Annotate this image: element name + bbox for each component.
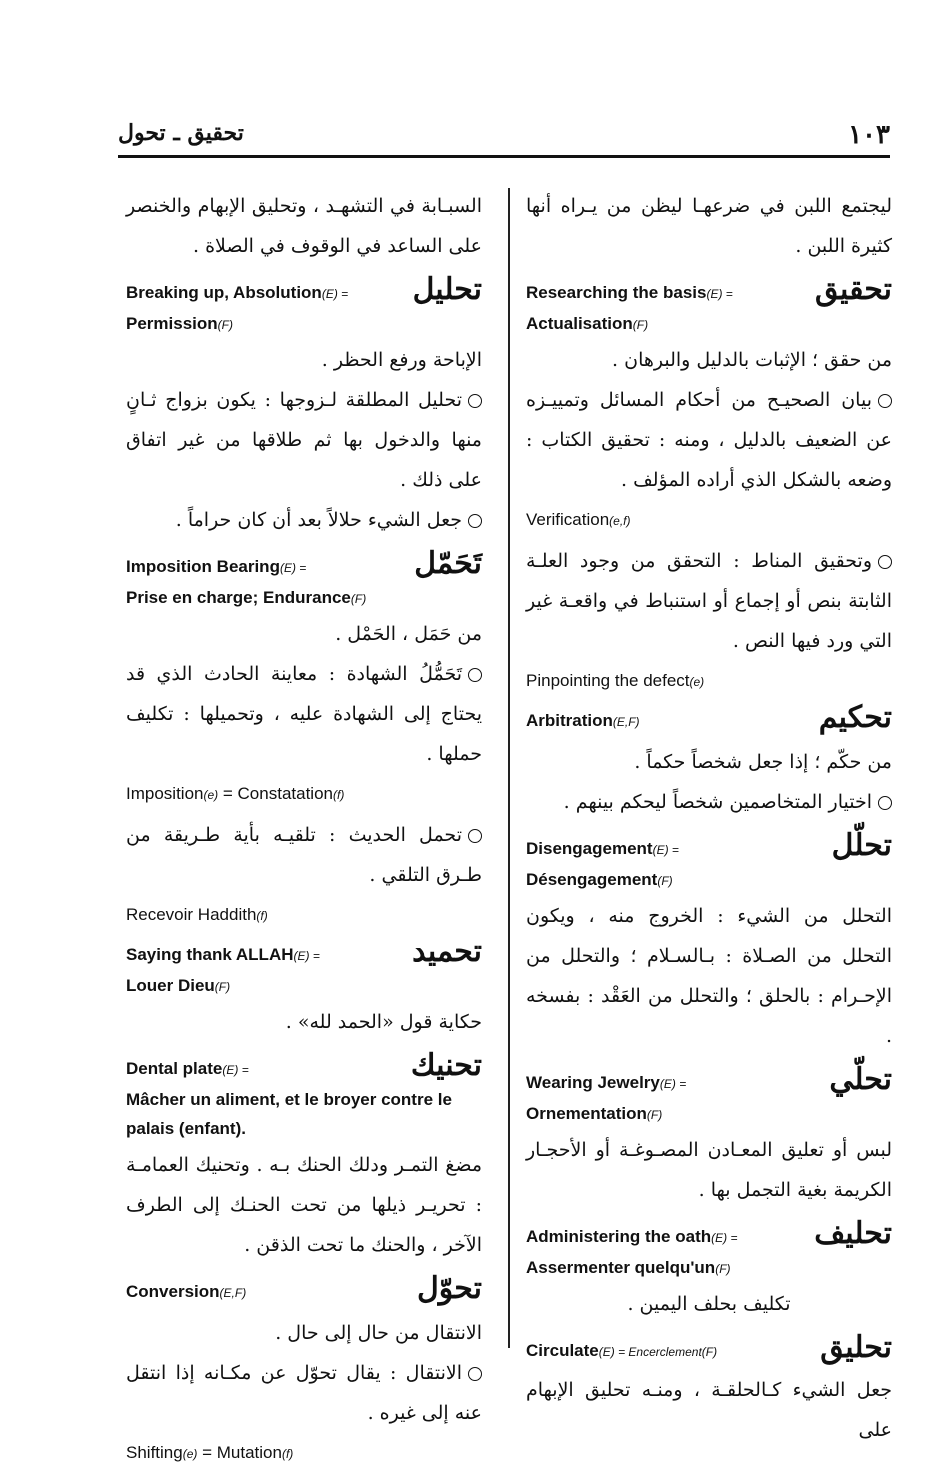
running-title: تحقيق ـ تحول: [118, 120, 244, 146]
definition: جعل الشيء كـالحلقـة ، ومنـه تحليق الإبهام على: [526, 1379, 892, 1441]
english-equivalent: Arbitration(E,F): [526, 711, 640, 730]
entry-tahqiq: [526, 272, 892, 340]
translation-note: Shifting(e) = Mutation(f): [126, 1443, 294, 1462]
definition: بيان الصحيـح من أحكام المسائل وتمييـزه عن الضعيف بالدليل ، ومنه : تحقيق الكتاب : وضعه بالشكل الذي أراده المؤلف .: [526, 389, 892, 491]
translation-note: Recevoir Haddith(f): [126, 905, 268, 924]
headword: تحليق: [820, 1330, 892, 1365]
entry-tahallul: [526, 828, 892, 896]
definition: الانتقال : يقال تحوّل عن مكـانه إذا انتقل عنه إلى غيره .: [126, 1362, 482, 1424]
definition: مضغ التمـر ودلك الحنك بـه . وتحنيك العمامـة : تحريـر ذيلها من تحت الحنـك إلى الطرف الآخر ، والحنك ما تحت الذقن .: [126, 1154, 482, 1256]
definition: من حكّم ؛ إذا جعل شخصاً حكماً .: [634, 751, 892, 773]
entry-tahawwul: [126, 1271, 482, 1313]
entry-tahlif: [526, 1216, 892, 1284]
definition: تَحَمُّلُ الشهادة : معاينة الحادث الذي قد يحتاج إلى الشهادة عليه ، وتحميلها : تكليف حملها .: [126, 663, 482, 765]
translation-note: Pinpointing the defect(e): [526, 671, 705, 690]
headword: تحلّل: [831, 828, 892, 863]
definition: من حقق ؛ الإثبات بالدليل والبرهان .: [612, 349, 892, 371]
bullet-icon: [878, 555, 892, 569]
definition: جعل الشيء حلالاً بعد أن كان حراماً .: [126, 500, 482, 540]
english-equivalent: Imposition Bearing(E) = Prise en charge; Endurance(F): [126, 557, 367, 607]
continuation-text: السبـابة في التشهـد ، وتحليق الإبهام والخنصر على الساعد في الوقوف في الصلاة .: [126, 195, 482, 257]
bullet-icon: [878, 796, 892, 810]
headword: تَحَمّل: [414, 546, 482, 581]
header-rule: [118, 155, 890, 158]
bullet-icon: [468, 394, 482, 408]
entry-tahliq: [526, 1330, 892, 1370]
definition: التحلل من الشيء : الخروج منه ، ويكون التحلل من الصـلاة : بـالسـلام ؛ والتحلل من الإحـرام : بالحلق ؛ والتحلل من العَقْد : بفسخه .: [526, 905, 892, 1047]
bullet-icon: [468, 668, 482, 682]
english-equivalent: Saying thank ALLAH(E) = Louer Dieu(F): [126, 945, 320, 995]
entry-tahmid: [126, 934, 482, 1002]
headword: تحقيق: [815, 272, 892, 307]
page-header: [118, 120, 890, 154]
definition: من حَمَل ، الحَمْل .: [335, 623, 482, 645]
headword: تحنيك: [410, 1048, 482, 1083]
definition: اختيار المتخاصمين شخصاً ليحكم بينهم .: [526, 782, 892, 822]
headword: تحلّي: [829, 1062, 892, 1097]
translation-note: Imposition(e) = Constatation(f): [126, 784, 345, 803]
translation-note: Verification(e,f): [526, 510, 631, 529]
definition: تحمل الحديث : تلقيـه بأية طـريقة من طـرق التلقي .: [126, 824, 482, 886]
left-column: [126, 186, 482, 1474]
column-divider: [508, 188, 510, 1348]
entry-tahnik: [126, 1048, 482, 1145]
entry-tahlil: [126, 272, 482, 340]
english-equivalent: Administering the oath(E) = Assermenter quelqu'un(F): [526, 1227, 738, 1277]
page-number: ١٠٣: [848, 120, 890, 150]
definition: حكاية قول «الحمد لله» .: [285, 1011, 482, 1033]
english-equivalent: Wearing Jewelry(E) = Ornementation(F): [526, 1073, 687, 1123]
continuation-text: ليجتمع اللبن في ضرعهـا ليظن من يـراه أنها كثيرة اللبن .: [526, 195, 892, 257]
entry-tahkim: [526, 700, 892, 742]
headword: تحميد: [412, 934, 482, 969]
bullet-icon: [468, 829, 482, 843]
english-equivalent: Dental plate(E) = Mâcher un aliment, et le broyer contre le palais (enfant).: [126, 1059, 452, 1138]
english-equivalent: Disengagement(E) = Désengagement(F): [526, 839, 679, 889]
definition: وتحقيق المناط : التحقق من وجود العلـة الثابتة بنص أو إجماع أو استنباط في واقعـة غير التي ورد فيها النص .: [526, 550, 892, 652]
right-column: [526, 186, 892, 1450]
entry-tahammul: [126, 546, 482, 614]
definition: لبس أو تعليق المعـادن المصـوغـة أو الأحجـار الكريمة بغية التجمل بها .: [526, 1139, 892, 1201]
definition: الإباحة ورفع الحظر .: [321, 349, 482, 371]
english-equivalent: Researching the basis(E) = Actualisation(F): [526, 283, 733, 333]
headword: تحكيم: [818, 700, 892, 735]
bullet-icon: [468, 514, 482, 528]
english-equivalent: Circulate(E) = Encerclement(F): [526, 1341, 718, 1360]
english-equivalent: Breaking up, Absolution(E) = Permission(F): [126, 283, 349, 333]
english-equivalent: Conversion(E,F): [126, 1282, 247, 1301]
bullet-icon: [468, 1367, 482, 1381]
definition: الانتقال من حال إلى حال .: [275, 1322, 482, 1344]
entry-tahalli: [526, 1062, 892, 1130]
headword: تحليف: [814, 1216, 892, 1251]
headword: تحوّل: [416, 1271, 482, 1306]
headword: تحليل: [412, 272, 482, 307]
definition: تكليف بحلف اليمين .: [627, 1293, 791, 1315]
definition: تحليل المطلقة لـزوجها : يكون بزواج ثـانٍ منها والدخول بها ثم طلاقها من غير اتفاق على ذلك .: [126, 389, 482, 491]
bullet-icon: [878, 394, 892, 408]
